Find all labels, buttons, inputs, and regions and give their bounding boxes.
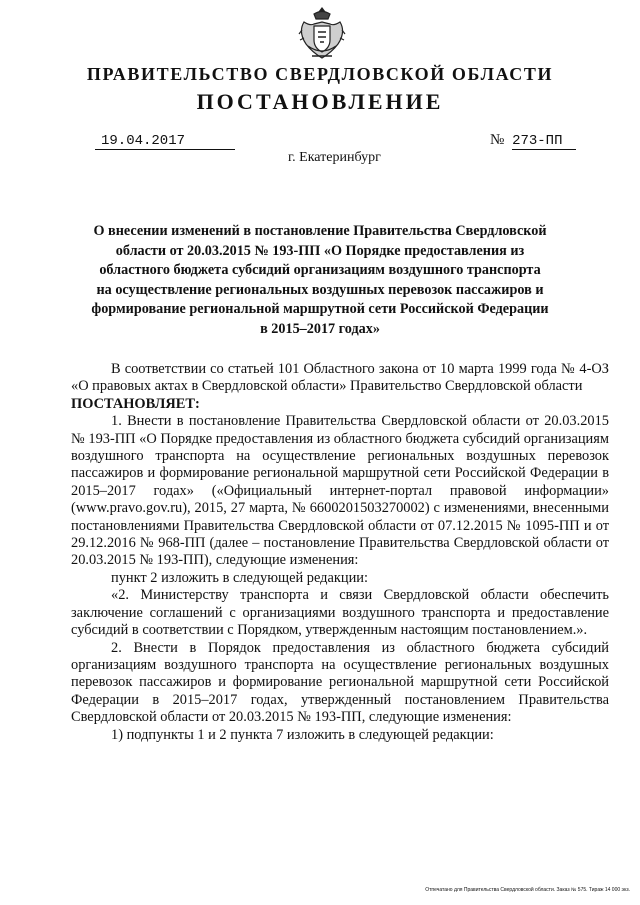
item-1-quote-paragraph: «2. Министерству транспорта и связи Свердловской области обеспечить заключение соглашений с организациями воздушного транспорта и предоставление субсидий в соответствии с Порядком, утвержденным настоящим постановлением.».: [71, 587, 609, 639]
item-2-paragraph: 2. Внести в Порядок предоставления из областного бюджета субсидий организациям воздушного транспорта на осуществление региональных воздушных перевозок пассажиров и формирование региональной маршрутной сети Российской Федерации в 2015–2017 годах, утвержденный постановлением Правительства Свердловской области от 20.03.2015 № 193-ПП, следующие изменения:: [71, 639, 609, 726]
decree-body: [71, 361, 609, 744]
intro-paragraph: В соответствии со статьей 101 Областного закона от 10 марта 1999 года № 4-ОЗ «О правовых актах в Свердловской области» Правительство Свердловской области: [71, 361, 609, 395]
decree-title: О внесении изменений в постановление Правительства Свердловской области от 20.03.2015 № 193-ПП «О Порядке предоставления из областного бюджета субсидий организациям воздушного транспорта на осуществление региональных воздушных перевозок пассажиров и формирование региональной маршрутной сети Российской Федерации в 2015–2017 годах»: [91, 223, 549, 337]
government-name: ПРАВИТЕЛЬСТВО СВЕРДЛОВСКОЙ ОБЛАСТИ: [86, 64, 554, 84]
item-2-sub-paragraph: 1) подпункты 1 и 2 пункта 7 изложить в следующей редакции:: [111, 726, 494, 743]
decree-number: 273-ПП: [512, 133, 576, 150]
print-note: Отпечатано для Правительства Свердловской области. Заказ № 575. Тираж 14 000 экз.: [425, 887, 630, 893]
decree-date: 19.04.2017: [95, 133, 235, 150]
resolves-heading: ПОСТАНОВЛЯЕТ:: [71, 395, 200, 412]
document-type: ПОСТАНОВЛЕНИЕ: [196, 89, 444, 114]
coat-of-arms-icon: [298, 6, 346, 64]
item-1-paragraph: 1. Внести в постановление Правительства Свердловской области от 20.03.2015 № 193-ПП «О Порядке предоставления из областного бюджета субсидий организациям воздушного транспорта на осуществление региональных воздушных перевозок пассажиров и формирование региональной маршрутной сети Российской Федерации в 2015–2017 годах» («Официальный интернет-портал правовой информации» (www.pravo.gov.ru), 2015, 27 марта, № 6600201503270002) с изменениями, внесенными постановлениями Правительства Свердловской области от 07.12.2015 № 1095-ПП и от 29.12.2016 № 968-ПП (далее – постановление Правительства Свердловской области от 20.03.2015 № 193-ПП), следующие изменения:: [71, 413, 609, 569]
city: г. Екатеринбург: [288, 150, 381, 165]
item-1-sub-paragraph: пункт 2 изложить в следующей редакции:: [111, 569, 368, 586]
decree-number-block: [490, 132, 576, 150]
number-sign: №: [490, 132, 505, 148]
